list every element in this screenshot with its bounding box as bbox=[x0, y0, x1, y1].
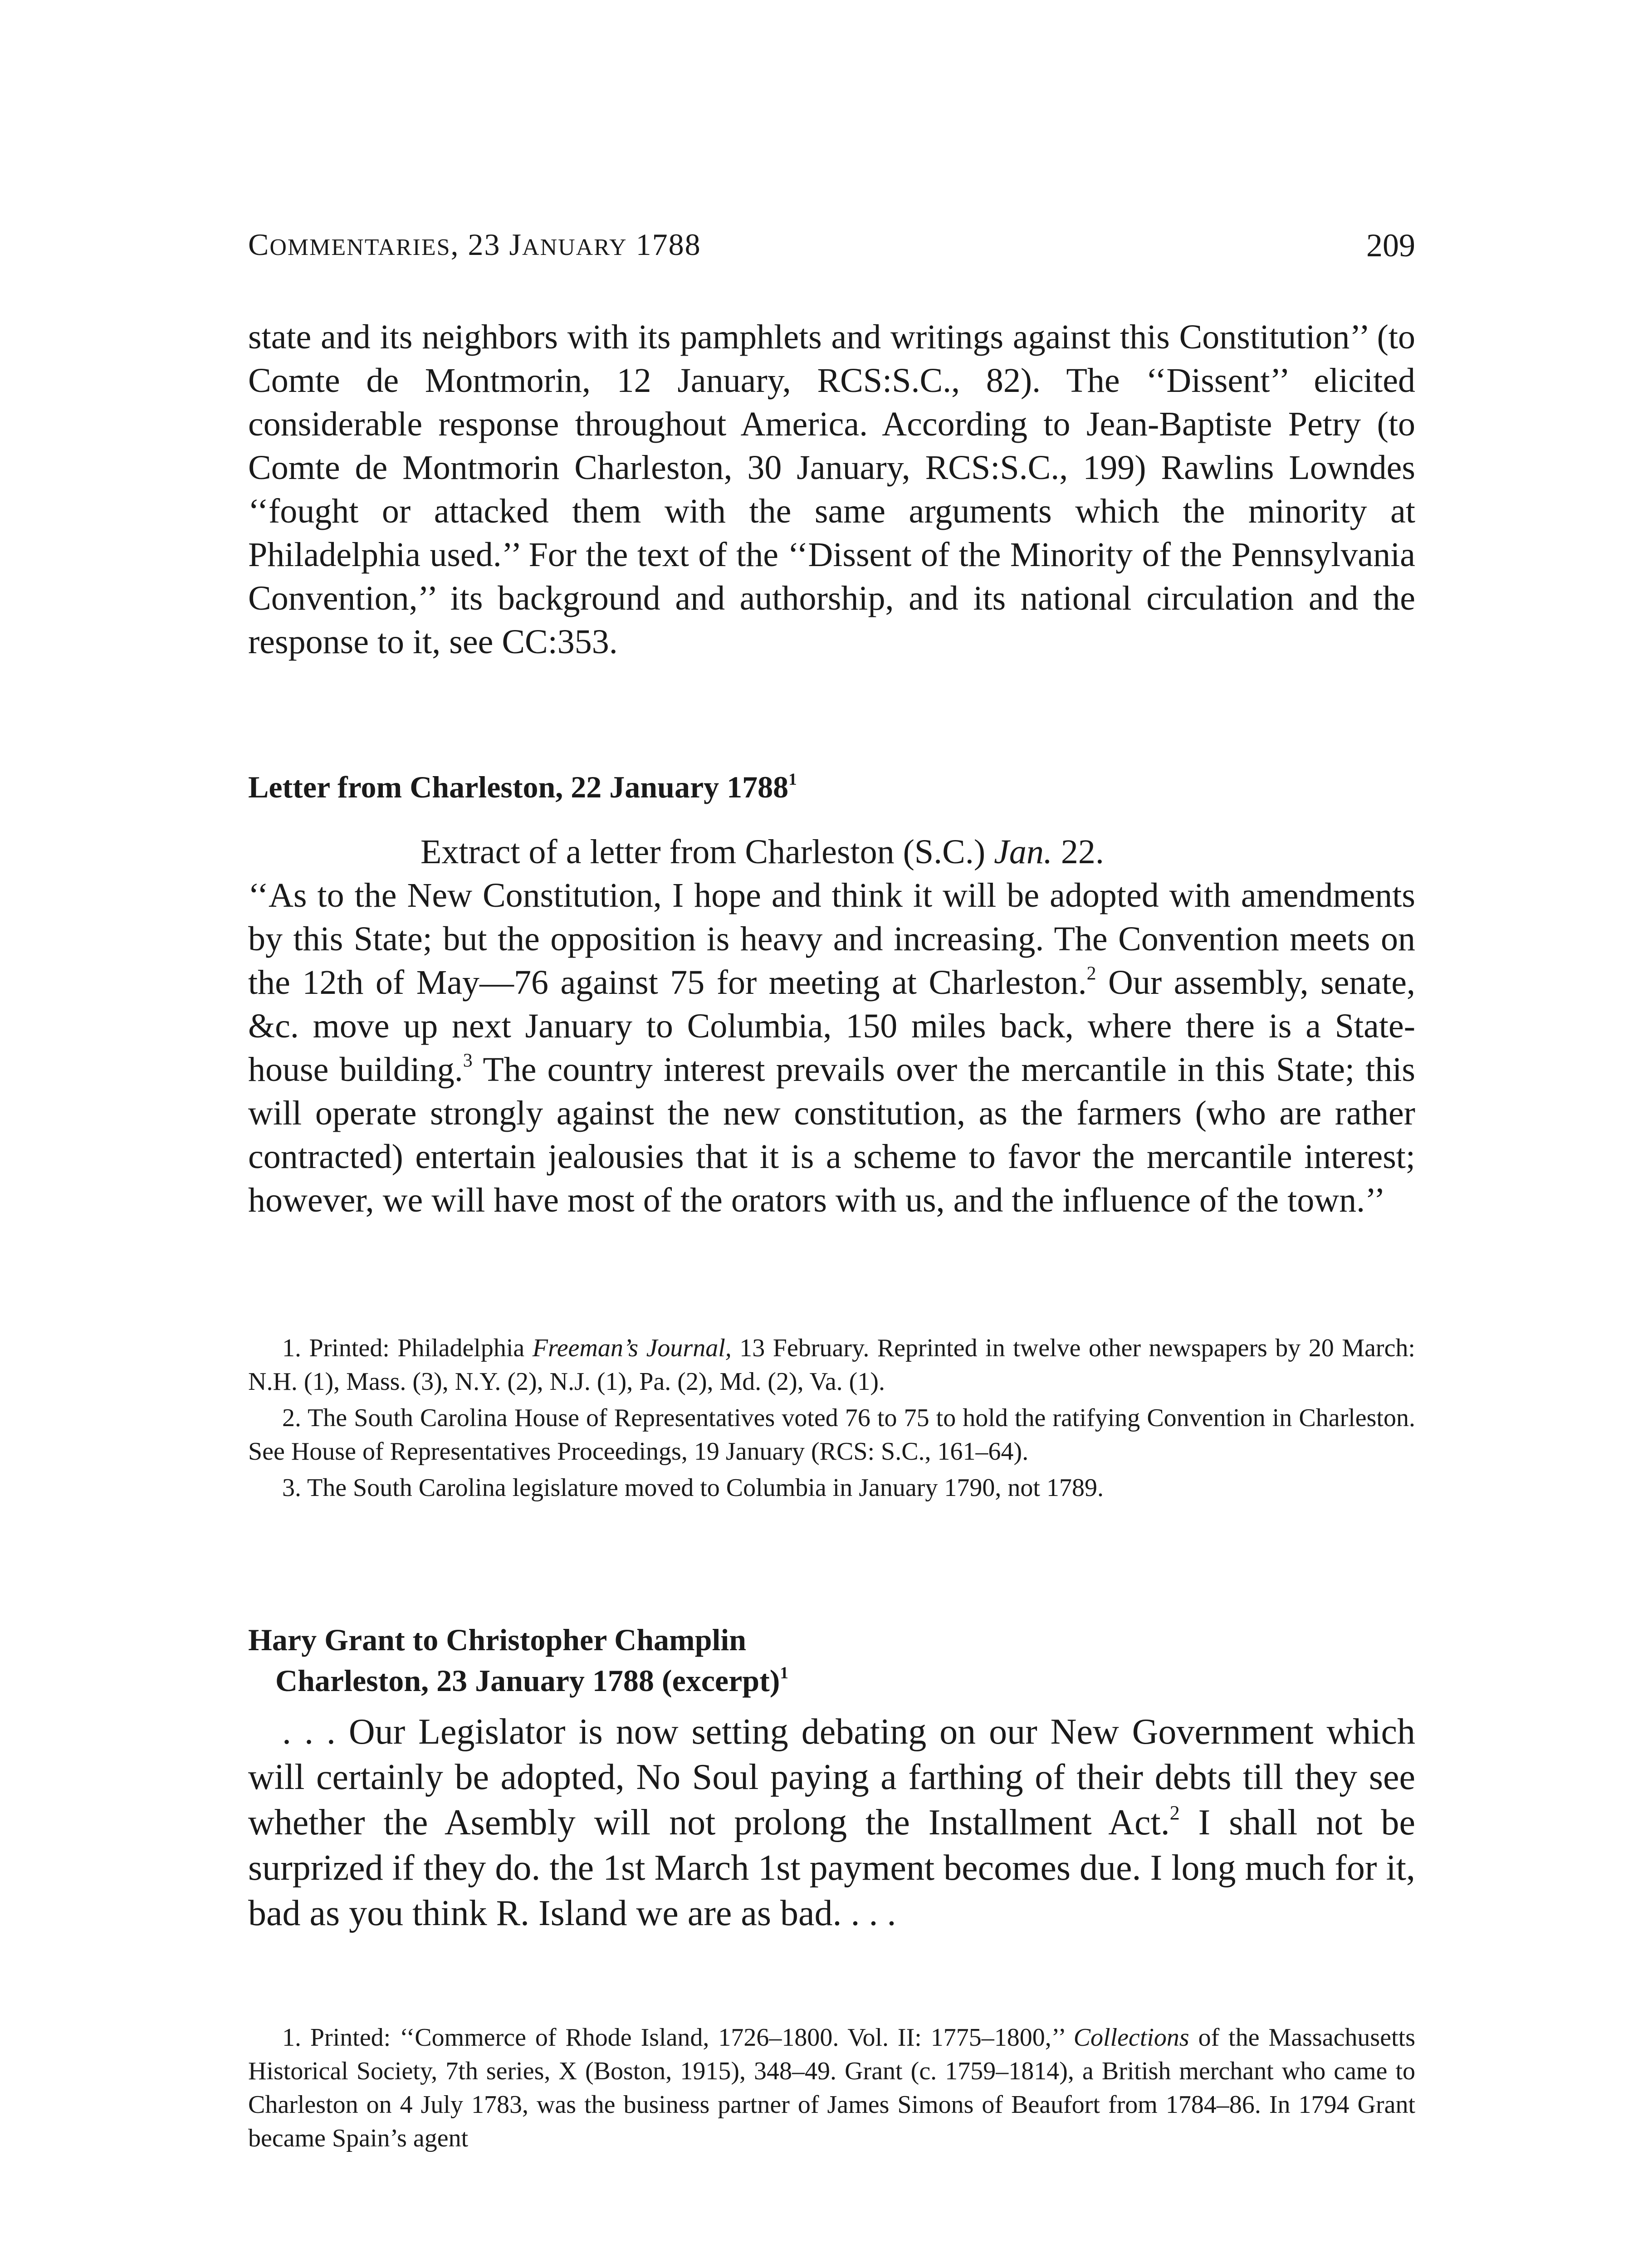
footnote-italic: Collections bbox=[1073, 2024, 1189, 2052]
intro-paragraph: state and its neighbors with its pamphlets and writings against this Constitution’’ (to Comte de Montmorin, 12 January, RCS:S.C., 82). The ‘‘Dissent’’ elicited considerable response throughout America. According to Jean-Baptiste Petry (to Comte de Montmorin Charleston, 30 January, RCS:S.C., 199) Rawlins Lowndes ‘‘fought or attacked them with the same arguments which the minority at Philadelphia used.’’ For the text of the ‘‘Dissent of the Minority of the Pennsylvania Convention,’’ its background and authorship, and its national circulation and the response to it, see CC:353. bbox=[248, 318, 1415, 661]
page-number: 209 bbox=[1366, 227, 1415, 264]
letter-paragraph bbox=[248, 874, 1415, 1222]
note-ref: 2 bbox=[1169, 1802, 1180, 1824]
footnote-3: 3. The South Carolina legislature moved to Columbia in January 1790, not 1789. bbox=[282, 1474, 1104, 1502]
footnote-text: of the Massachusetts Historical Society, 7th series, X (Boston, 1915), 348–49. Grant (c. 1759–1814), a British merchant who came to Charleston on 4 July 1783, was the business partner of James Simons of Beaufort from 1784–86. In 1794 Grant became Spain’s agent bbox=[248, 2024, 1415, 2152]
rh-cap-c: C bbox=[248, 227, 270, 262]
heading-text: Charleston, 23 January 1788 (excerpt) bbox=[275, 1663, 780, 1698]
rh-date-day: , 23 bbox=[450, 227, 509, 262]
footnote-1 bbox=[248, 1331, 1415, 1398]
dateline-month: Jan. bbox=[994, 833, 1052, 871]
footnote-text: 1. Printed: ‘‘Commerce of Rhode Island, 1726–1800. Vol. II: 1775–1800,’’ bbox=[282, 2024, 1074, 2052]
note-ref: 1 bbox=[788, 770, 797, 789]
section-grant-to-champlin bbox=[248, 1619, 1415, 1936]
paragraph-text: . . . Our Legislator is now setting debating on our New Government which will certainly be adopted, No Soul paying a farthing of their debts till they see whether the Asembly will not prolong the Installment Act. bbox=[248, 1712, 1415, 1843]
section-heading bbox=[248, 1619, 1415, 1701]
section2-notes bbox=[248, 2021, 1415, 2158]
note-ref: 2 bbox=[1086, 963, 1096, 984]
dateline-text: Extract of a letter from Charleston (S.C.) bbox=[420, 833, 994, 871]
paragraph-text: I shall not be surprized if they do. the 1st March 1st payment becomes due. I long much for it, bad as you think R. Island we are as bad. . . . bbox=[248, 1803, 1415, 1933]
running-head bbox=[248, 227, 1415, 277]
note-ref: 1 bbox=[780, 1663, 789, 1682]
section1-notes bbox=[248, 1331, 1415, 1507]
footnote-2: 2. The South Carolina House of Representatives voted 76 to 75 to hold the ratifying Convention in Charleston. See House of Representatives Proceedings, 19 January (RCS: S.C., 161–64). bbox=[248, 1404, 1415, 1466]
heading-subline bbox=[248, 1660, 1415, 1701]
note-ref: 3 bbox=[463, 1050, 473, 1071]
section-letter-from-charleston bbox=[248, 767, 1415, 1222]
intro-block bbox=[248, 315, 1415, 664]
footnote-1 bbox=[248, 2021, 1415, 2155]
heading-text: Hary Grant to Christopher Champlin bbox=[248, 1623, 747, 1657]
letter-paragraph bbox=[248, 1709, 1415, 1936]
paragraph-text: The country interest prevails over the mercantile in this State; this will operate strongly against the new constitution, as the farmers (who are rather contracted) entertain jealousies that it is a scheme to favor the mercantile interest; however, we will have most of the orators with us, and the influence of the town.’’ bbox=[248, 1051, 1416, 1219]
rh-smallcaps-2: ANUARY bbox=[522, 235, 627, 260]
footnote-text: 13 February. Reprinted in twelve other newspapers by 20 March: N.H. (1), Mass. (3), N.Y. (2), N.J. (1), Pa. (2), Md. (2), Va. (1). bbox=[248, 1334, 1415, 1396]
paragraph-text: Our assembly, senate, &c. move up next January to Columbia, 150 miles back, where there is a State-house building. bbox=[248, 963, 1415, 1089]
paragraph-text: ‘‘As to the New Constitution, I hope and think it will be adopted with amendments by this State; but the opposition is heavy and increasing. The Convention meets on the 12th of May—76 against 75 for meeting at Charleston. bbox=[248, 876, 1415, 1002]
rh-cap-j: J bbox=[509, 227, 523, 262]
dateline-day: 22. bbox=[1052, 833, 1104, 871]
heading-text: Letter from Charleston, 22 January 1788 bbox=[248, 770, 789, 804]
running-head-title bbox=[248, 227, 701, 263]
rh-smallcaps-1: OMMENTARIES bbox=[269, 235, 451, 260]
footnote-text: 1. Printed: Philadelphia bbox=[282, 1334, 533, 1362]
footnote-italic: Freeman’s Journal, bbox=[532, 1334, 732, 1362]
dateline bbox=[248, 830, 1415, 874]
rh-year: 1788 bbox=[627, 227, 701, 262]
section-heading bbox=[248, 767, 1415, 807]
